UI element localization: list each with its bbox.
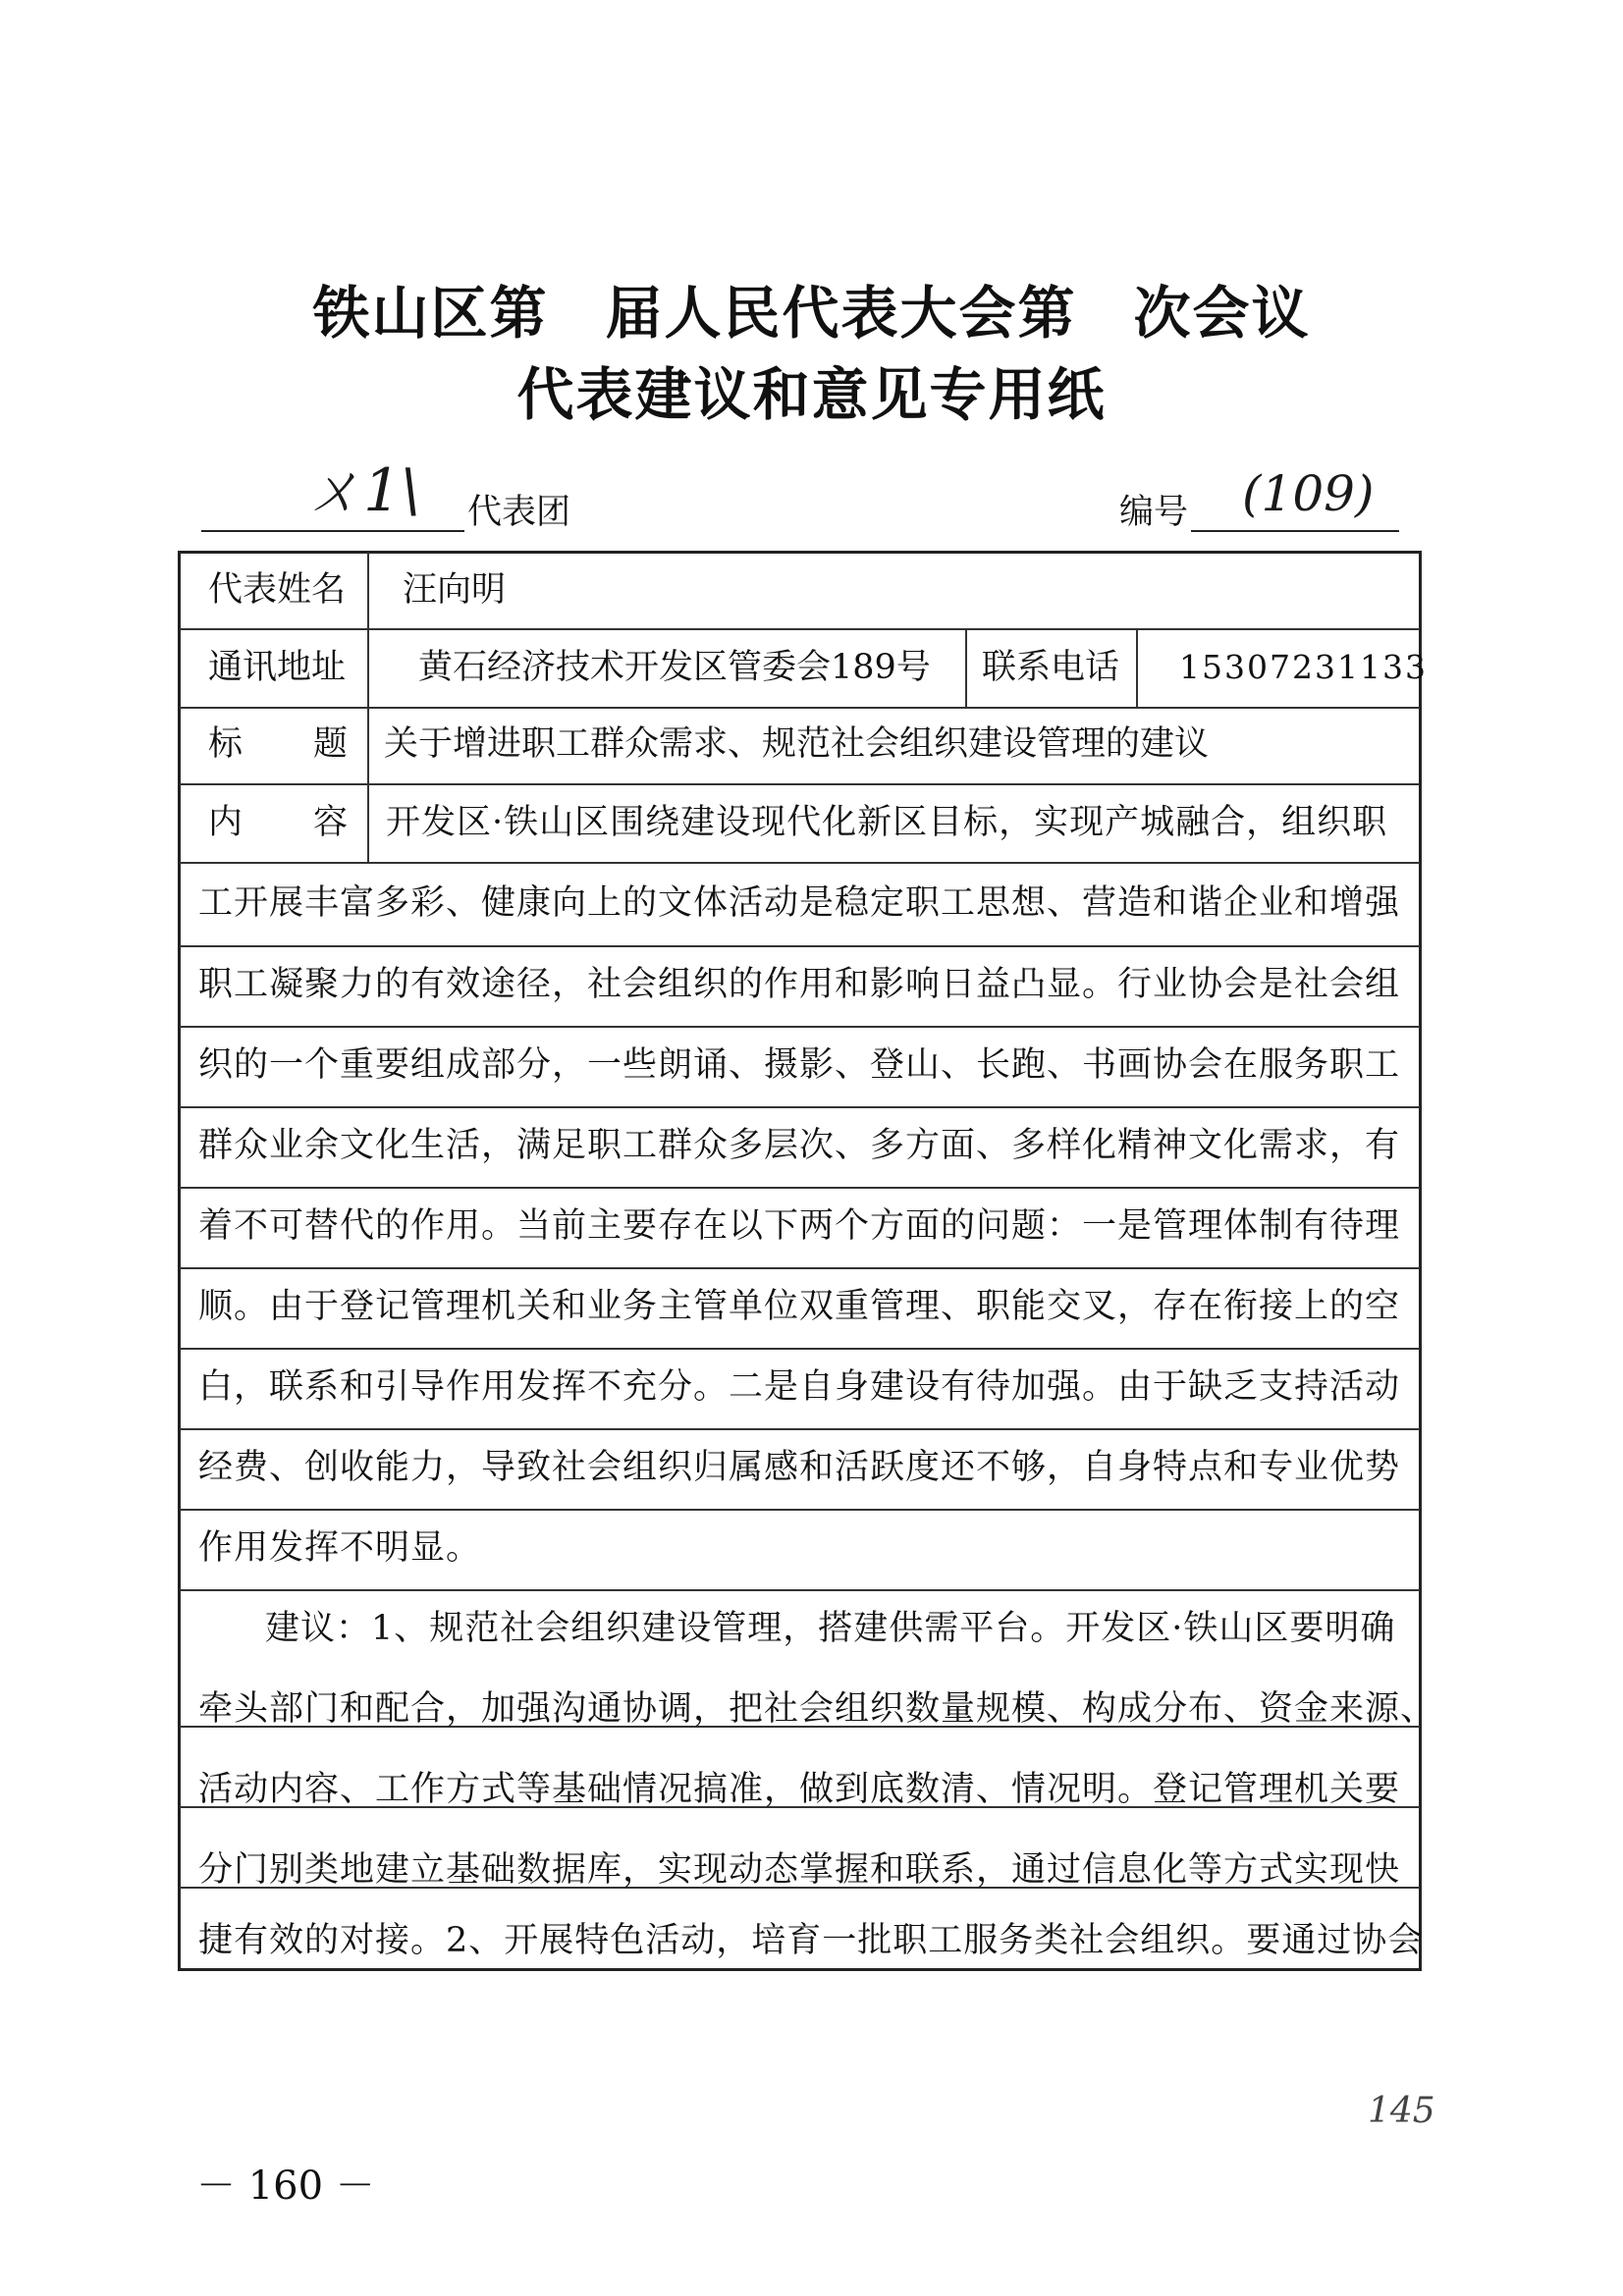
- content-line: 开发区·铁山区围绕建设现代化新区目标，实现产城融合，组织职: [386, 803, 1388, 842]
- row-divider: [180, 707, 1420, 709]
- content-label-char-2: 容: [312, 803, 348, 842]
- row-divider: [180, 945, 1420, 947]
- phone-value: 15307231133: [1179, 648, 1428, 686]
- page-number: － 160 －: [196, 2163, 375, 2209]
- row-divider: [180, 1509, 1420, 1511]
- row-divider: [180, 1589, 1420, 1591]
- row-divider: [180, 1267, 1420, 1269]
- row-divider: [180, 1106, 1420, 1108]
- row-divider: [180, 783, 1420, 785]
- row-divider: [180, 628, 1420, 630]
- row-divider: [180, 1187, 1420, 1189]
- phone-label-divider: [965, 628, 967, 707]
- document-subtitle: 代表建议和意见专用纸: [516, 361, 1107, 428]
- row-divider: [180, 862, 1420, 864]
- phone-label: 联系电话: [982, 648, 1120, 687]
- content-line: 职工凝聚力的有效途径，社会组织的作用和影响日益凸显。行业协会是社会组: [198, 965, 1401, 1004]
- content-line: 白，联系和引导作用发挥不充分。二是自身建设有待加强。由于缺乏支持活动: [198, 1367, 1401, 1407]
- number-handwritten: (109): [1242, 465, 1375, 522]
- delegation-handwritten: ㄨ1\: [304, 456, 421, 525]
- content-line: 活动内容、工作方式等基础情况搞准，做到底数清、情况明。登记管理机关要: [198, 1770, 1401, 1809]
- row-divider: [180, 1026, 1420, 1028]
- content-line: 牵头部门和配合，加强沟通协调，把社会组织数量规模、构成分布、资金来源、: [198, 1689, 1436, 1729]
- content-label-char-1: 内: [208, 803, 243, 842]
- content-line: 经费、创收能力，导致社会组织归属感和活跃度还不够，自身特点和专业优势: [198, 1448, 1401, 1487]
- number-label: 编号: [1119, 493, 1189, 532]
- content-line: 织的一个重要组成部分，一些朗诵、摄影、登山、长跑、书画协会在服务职工: [198, 1045, 1401, 1085]
- title-part-2: 届人民代表大会第: [605, 280, 1077, 347]
- name-label: 代表姓名: [208, 570, 347, 610]
- address-value: 黄石经济技术开发区管委会189号: [418, 648, 931, 687]
- delegation-label: 代表团: [467, 493, 571, 532]
- content-line: 着不可替代的作用。当前主要存在以下两个方面的问题：一是管理体制有待理: [198, 1206, 1401, 1246]
- content-line: 捷有效的对接。2、开展特色活动，培育一批职工服务类社会组织。要通过协会: [198, 1921, 1424, 1960]
- phone-value-divider: [1136, 628, 1138, 707]
- subject-value: 关于增进职工群众需求、规范社会组织建设管理的建议: [384, 724, 1210, 764]
- subject-label: [208, 724, 348, 764]
- title-part-3: 次会议: [1133, 280, 1311, 347]
- content-line: 作用发挥不明显。: [198, 1528, 482, 1568]
- subject-label-char-1: 标: [208, 724, 243, 764]
- subject-label-char-2: 题: [312, 724, 348, 764]
- form-table: [178, 551, 1422, 1971]
- content-line: 群众业余文化生活，满足职工群众多层次、多方面、多样化精神文化需求，有: [198, 1126, 1401, 1165]
- label-column-divider: [367, 553, 369, 862]
- name-value: 汪向明: [403, 570, 507, 610]
- content-label: [208, 803, 348, 842]
- content-line: 建议：1、规范社会组织建设管理，搭建供需平台。开发区·铁山区要明确: [265, 1609, 1396, 1648]
- content-line: 工开展丰富多彩、健康向上的文体活动是稳定职工思想、营造和谐企业和增强: [198, 883, 1401, 923]
- delegation-underline: [201, 530, 464, 532]
- document-title: [0, 280, 1623, 347]
- content-line: 顺。由于登记管理机关和业务主管单位双重管理、职能交叉，存在衔接上的空: [198, 1287, 1401, 1326]
- address-label: 通讯地址: [208, 648, 347, 687]
- handwritten-page-mark: 145: [1368, 2091, 1435, 2131]
- content-line: 分门别类地建立基础数据库，实现动态掌握和联系，通过信息化等方式实现快: [198, 1850, 1401, 1890]
- row-divider: [180, 1428, 1420, 1430]
- title-part-1: 铁山区第: [312, 280, 549, 347]
- row-divider: [180, 1348, 1420, 1350]
- number-underline: [1191, 530, 1399, 532]
